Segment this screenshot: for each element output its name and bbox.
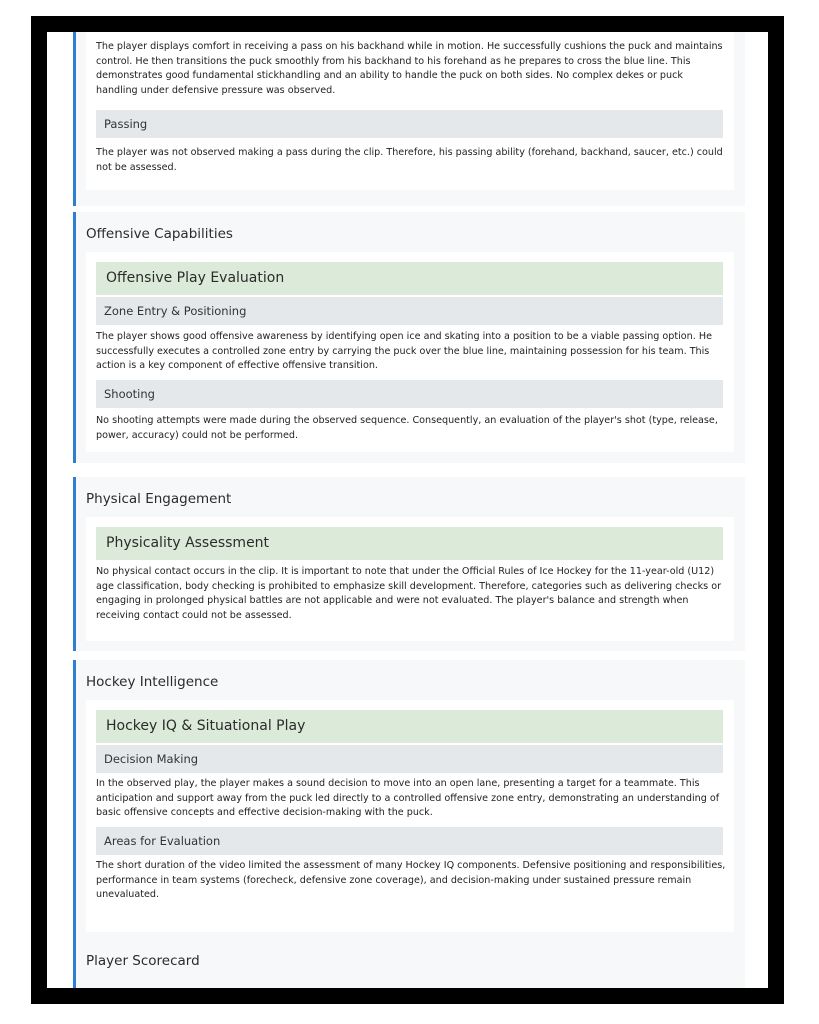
physical-card: [86, 517, 734, 641]
physicality-text: No physical contact occurs in the clip. It is important to note that under the Official Rules of Ice Hockey for the 11-year-old (U12) age classification, body checking is prohibited to emphasize skill development. Therefore, categories such as delivering checks or engaging in prolonged physical battles are not applicable and were not evaluated. The player's balance and strength when receiving contact could not be assessed.: [96, 566, 722, 622]
hockey-iq-card: [86, 700, 734, 932]
section-title-offensive: Offensive Capabilities: [86, 226, 233, 242]
offensive-play-evaluation-title: Offensive Play Evaluation: [96, 262, 723, 295]
hockey-iq-title: Hockey IQ & Situational Play: [96, 710, 723, 743]
section-skills-continued: [73, 32, 745, 206]
section-hockey-intelligence: [73, 660, 745, 944]
areas-for-evaluation-heading: Areas for Evaluation: [96, 827, 723, 855]
zone-entry-text: The player shows good offensive awareness by identifying open ice and skating into a position to be a viable passing option. He successfully executes a controlled zone entry by carrying the puck over the blue line, maintaining possession for his team. This action is a key component of effective offensive transition.: [96, 331, 712, 372]
shooting-text: No shooting attempts were made during the observed sequence. Consequently, an evaluation of the player's shot (type, release, power, accuracy) could not be performed.: [96, 415, 718, 441]
skills-card: [86, 32, 734, 190]
decision-making-text: In the observed play, the player makes a sound decision to move into an open lane, presenting a target for a teammate. This anticipation and support away from the puck led directly to a controlled offensive zone entry, demonstrating an understanding of basic offensive concepts and effective decision-making with the puck.: [96, 778, 720, 819]
section-title-player-scorecard: Player Scorecard: [86, 953, 200, 969]
document-frame: [31, 16, 784, 1004]
passing-text: The player was not observed making a pass during the clip. Therefore, his passing ability (forehand, backhand, saucer, etc.) could not be assessed.: [96, 147, 723, 173]
stickhandling-text: The player displays comfort in receiving a pass on his backhand while in motion. He successfully cushions the puck and maintains control. He then transitions the puck smoothly from his backhand to his forehand as he prepares to cross the blue line. This demonstrates good fundamental stickhandling and an ability to handle the puck on both sides. No complex dekes or puck handling under defensive pressure was observed.: [96, 41, 723, 97]
offensive-card: [86, 252, 734, 452]
physicality-assessment-title: Physicality Assessment: [96, 527, 723, 560]
section-offensive-capabilities: [73, 212, 745, 463]
shooting-heading: Shooting: [96, 380, 723, 408]
areas-for-evaluation-text: The short duration of the video limited the assessment of many Hockey IQ components. Defensive positioning and responsibilities, performance in team systems (forecheck, defensive zone coverage), and decision-making under sustained pressure remain unevaluated.: [96, 860, 726, 901]
section-player-scorecard: [73, 940, 745, 988]
decision-making-heading: Decision Making: [96, 745, 723, 773]
zone-entry-heading: Zone Entry & Positioning: [96, 297, 723, 325]
section-title-hockey-intelligence: Hockey Intelligence: [86, 674, 219, 690]
report-page: [47, 32, 768, 988]
section-physical-engagement: [73, 477, 745, 651]
passing-heading: Passing: [96, 110, 723, 138]
section-title-physical: Physical Engagement: [86, 491, 232, 507]
